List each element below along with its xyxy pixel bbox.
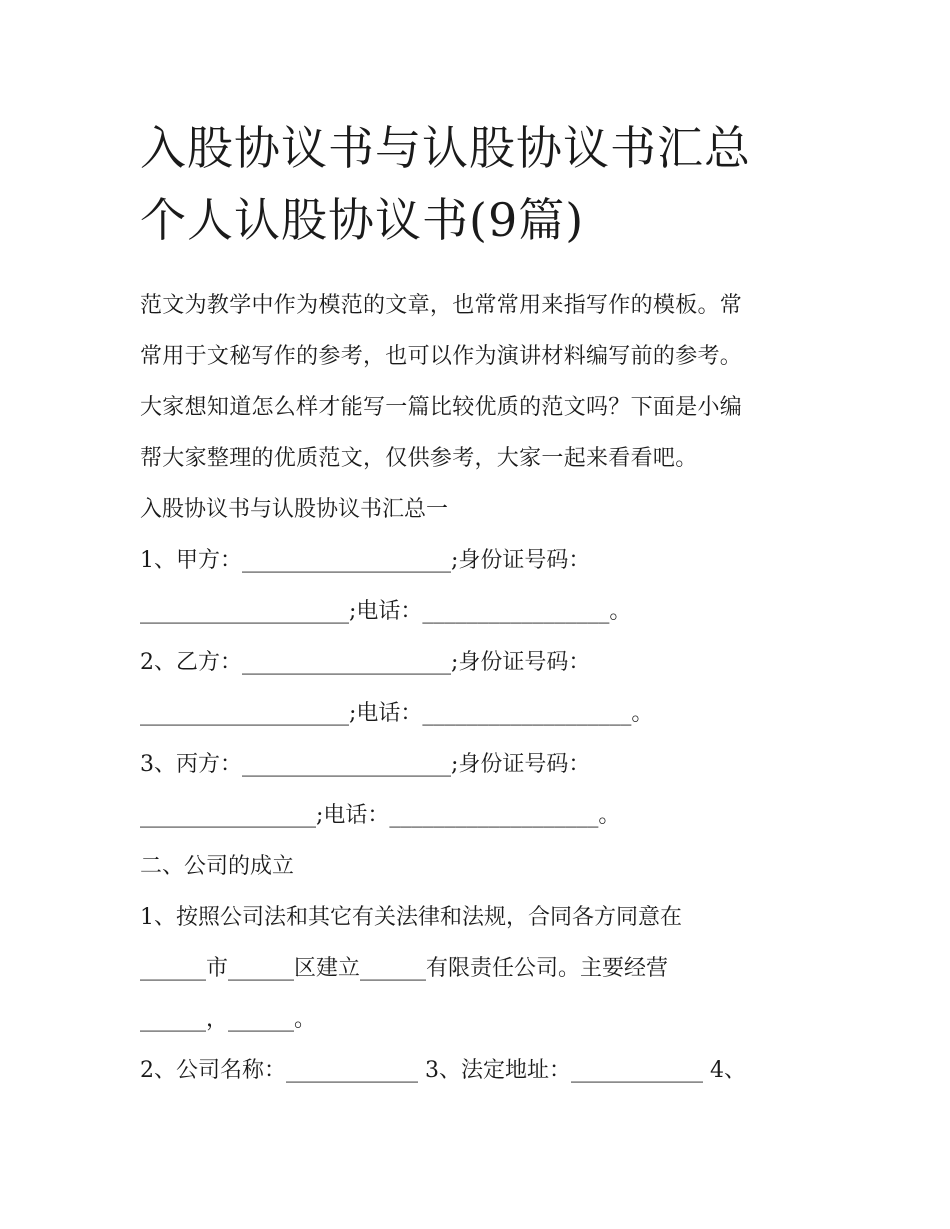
document-body	[140, 280, 820, 1096]
section-heading-2: 二、公司的成立	[140, 854, 295, 879]
intro-line: 常用于文秘写作的参考，也可以作为演讲材料编写前的参考。	[140, 344, 743, 369]
party-b-line: 2、乙方：___________________;身份证号码：	[140, 650, 591, 675]
clause-line: 2、公司名称：____________ 3、法定地址：____________ 4、	[140, 1058, 746, 1083]
party-c-phone-line: ________________;电话：___________________。	[140, 803, 621, 828]
party-b-phone-line: ___________________;电话：___________________。	[140, 701, 654, 726]
title-line-1: 入股协议书与认股协议书汇总	[140, 121, 751, 175]
intro-line: 帮大家整理的优质范文，仅供参考，大家一起来看看吧。	[140, 446, 698, 471]
document-page	[140, 112, 820, 1096]
document-title	[140, 112, 820, 256]
intro-line: 大家想知道怎么样才能写一篇比较优质的范文吗？下面是小编	[140, 395, 743, 420]
section-heading-1: 入股协议书与认股协议书汇总一	[140, 497, 449, 522]
intro-line: 范文为教学中作为模范的文章，也常常用来指写作的模板。常	[140, 293, 743, 318]
title-line-2: 个人认股协议书(9篇)	[140, 193, 585, 247]
clause-line: ______市______区建立______有限责任公司。主要经营	[140, 956, 669, 981]
party-c-line: 3、丙方：___________________;身份证号码：	[140, 752, 591, 777]
party-a-phone-line: ___________________;电话：_________________。	[140, 599, 632, 624]
clause-line: 1、按照公司法和其它有关法律和法规，合同各方同意在	[140, 905, 682, 930]
party-a-line: 1、甲方：___________________;身份证号码：	[140, 548, 591, 573]
clause-line: ______，______。	[140, 1007, 317, 1032]
